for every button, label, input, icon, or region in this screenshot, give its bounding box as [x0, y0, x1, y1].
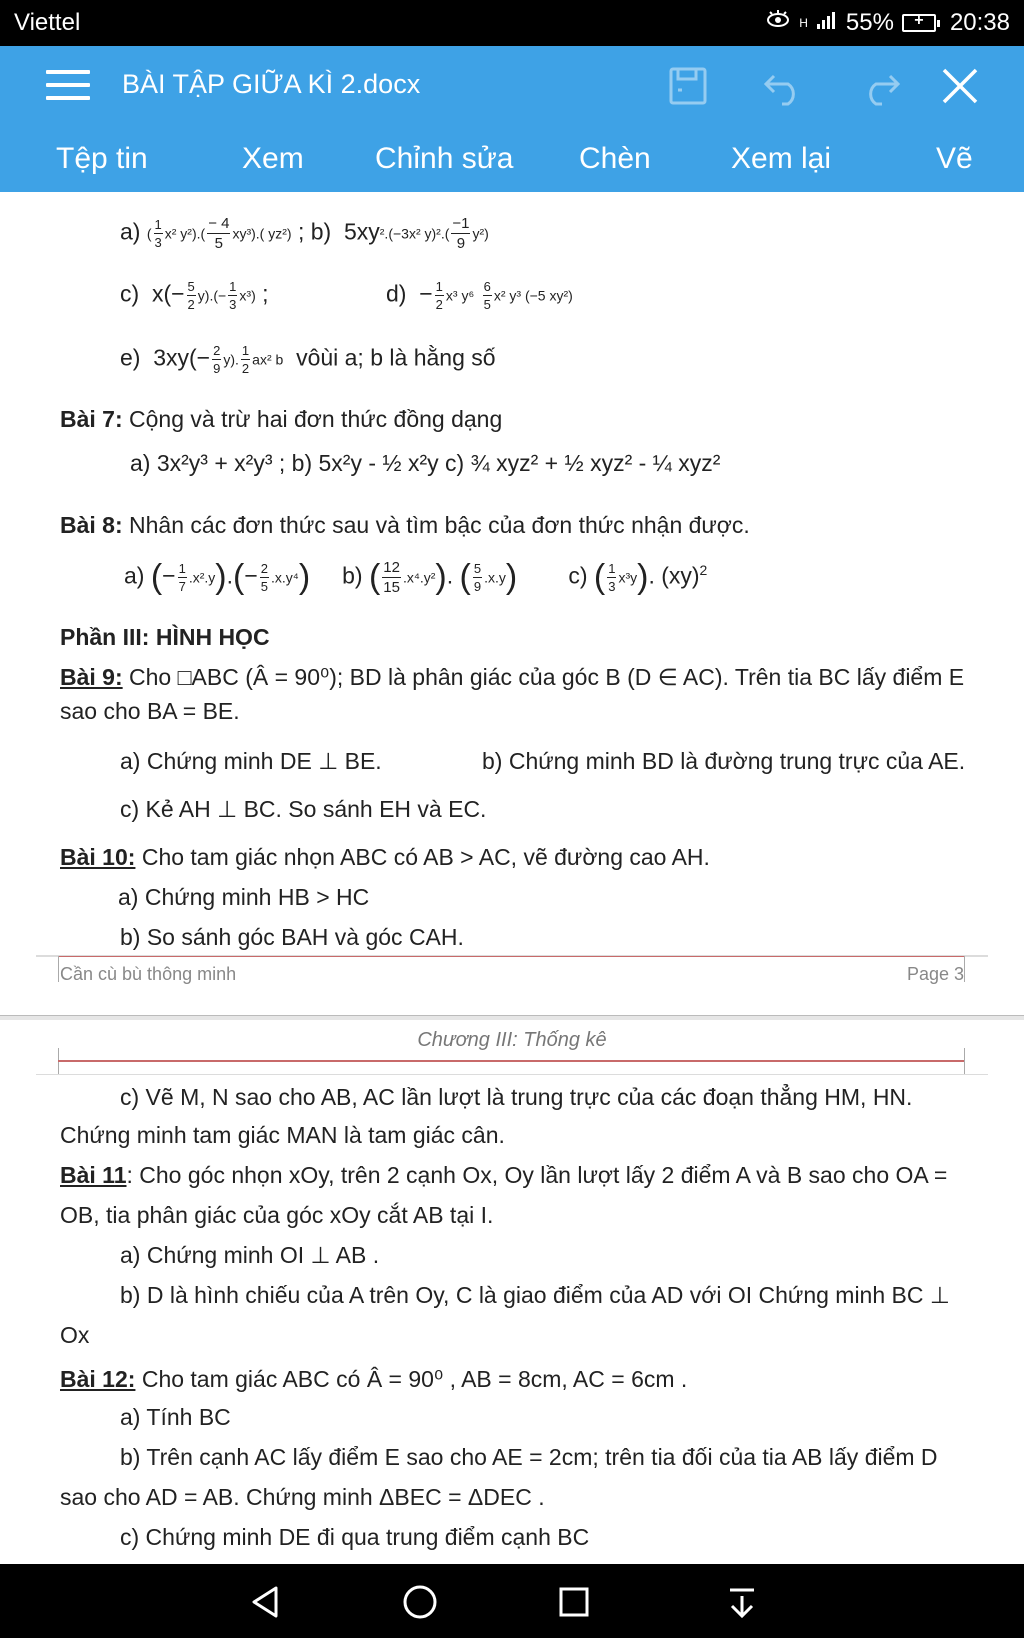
page-number: Page 3: [907, 964, 965, 984]
notification-pulldown-icon[interactable]: [722, 1582, 762, 1622]
b11-line1: [60, 1162, 947, 1189]
undo-icon[interactable]: [760, 62, 808, 110]
network-type: H: [799, 16, 808, 30]
header-rule: [58, 1060, 964, 1062]
battery-icon: +: [902, 14, 936, 32]
b12-text: Cho tam giác ABC có Â = 90⁰ , AB = 8cm, AC = 6cm .: [135, 1366, 688, 1392]
redo-icon[interactable]: [856, 62, 904, 110]
b6-b-label: b): [310, 218, 332, 245]
save-icon[interactable]: [664, 62, 712, 110]
b6-d-label: d): [386, 280, 407, 307]
b9-line1: [60, 664, 964, 691]
tab-review[interactable]: Xem lại: [731, 142, 832, 175]
b6-a-label: a): [120, 218, 141, 245]
b9-b: b) Chứng minh BD là đường trung trực của AE.: [482, 748, 966, 774]
close-icon[interactable]: [936, 62, 984, 110]
b10-title: Bài 10:: [60, 844, 136, 870]
tab-insert[interactable]: Chèn: [579, 142, 651, 175]
b12-b1: b) Trên cạnh AC lấy điểm E sao cho AE = 2cm; trên tia đối của tia AB lấy điểm D: [120, 1444, 938, 1470]
margin-mark: [58, 956, 59, 982]
b9-a: a) Chứng minh DE ⊥ BE.: [120, 748, 382, 774]
b11-line2: OB, tia phân giác của góc xOy cắt AB tại I.: [60, 1202, 494, 1228]
b9-line2: sao cho BA = BE.: [60, 698, 240, 724]
b6-line-cd: c) x(− $\frac{5}{2}$ y).(− $\frac{1}{3}$ x³) ;: [120, 279, 269, 312]
tab-edit[interactable]: Chỉnh sửa: [375, 142, 514, 175]
b10-heading: [60, 844, 710, 871]
app-toolbar: [0, 46, 1024, 192]
clock: 20:38: [949, 9, 1010, 36]
b11-b1: b) D là hình chiếu của A trên Oy, C là giao điểm của AD với OI Chứng minh BC ⊥: [120, 1282, 950, 1308]
b12-heading: [60, 1366, 687, 1393]
menu-icon[interactable]: [46, 70, 90, 104]
page-header: Chương III: Thống kê: [417, 1029, 607, 1051]
footer-rule: [58, 956, 964, 957]
b6-line-ab: a) ( $\frac{1}{3}$ x² y²).( $\frac{- 4}{5}$ xy³).( yz²) ; b) 5xy².(−3x² y)².( $\frac{-1}{9}$ y²): [120, 215, 489, 252]
b12-c: c) Chứng minh DE đi qua trung điểm cạnh BC: [120, 1524, 590, 1550]
tab-draw[interactable]: Vẽ: [936, 142, 973, 175]
b6-line-e: e) 3xy(− $\frac{2}{9}$ y). $\frac{1}{2}$ ax² b vôùi a; b là hằng số: [120, 343, 496, 376]
b7-heading: [60, 406, 502, 433]
tab-view[interactable]: Xem: [242, 142, 304, 175]
b10-text: Cho tam giác nhọn ABC có AB > AC, vẽ đường cao AH.: [135, 844, 710, 870]
part3-heading: [60, 624, 270, 651]
b9-c: c) Kẻ AH ⊥ BC. So sánh EH và EC.: [120, 796, 487, 822]
b12-b2: sao cho AD = AB. Chứng minh ΔBEC = ΔDEC .: [60, 1484, 545, 1510]
header-separator: [36, 1074, 988, 1075]
b7-title: Bài 7:: [60, 406, 123, 432]
b10-a: a) Chứng minh HB > HC: [118, 884, 370, 910]
part3-title: Phần III: HÌNH HỌC: [60, 624, 270, 650]
b6-line-d: d) − $\frac{1}{2}$ x³ y⁶ $\frac{6}{5}$ x² y³ (−5 xy²): [386, 279, 573, 312]
recents-icon[interactable]: [554, 1582, 594, 1622]
b8-text: Nhân các đơn thức sau và tìm bậc của đơn thức nhận được.: [122, 512, 750, 538]
b10c-line1: c) Vẽ M, N sao cho AB, AC lần lượt là trung trực của các đoạn thẳng HM, HN.: [120, 1084, 913, 1110]
b10-b: b) So sánh góc BAH và góc CAH.: [120, 924, 464, 950]
ribbon-tabs: [0, 142, 1024, 188]
b6-c-label: c): [120, 280, 140, 307]
eye-comfort-icon: [765, 10, 791, 36]
page-break: [0, 1015, 1024, 1020]
status-bar: [0, 0, 1024, 46]
b8-heading: [60, 512, 750, 539]
back-icon[interactable]: [246, 1582, 286, 1622]
b6-e-suffix: vôùi a; b là hằng số: [296, 344, 496, 371]
b7-line: a) 3x²y³ + x²y³ ; b) 5x²y - ½ x²y c) ¾ xyz² + ½ xyz² - ¼ xyz²: [130, 450, 721, 476]
tab-file[interactable]: Tệp tin: [56, 142, 148, 175]
b6-e-label: e): [120, 344, 141, 371]
b10c-line2: Chứng minh tam giác MAN là tam giác cân.: [60, 1122, 505, 1148]
b12-title: Bài 12:: [60, 1366, 136, 1392]
b9-title: Bài 9:: [60, 664, 123, 690]
system-nav-bar: [0, 1564, 1024, 1638]
carrier-name: Viettel: [14, 9, 81, 36]
home-icon[interactable]: [400, 1582, 440, 1622]
footer-left-text: Cần cù bù thông minh: [60, 964, 237, 984]
b8-line: a) (− $\frac{1}{7}$ .x².y).(− $\frac{2}{5}$ .x.y⁴) b) ( $\frac{12}{15}$ .x⁴.y²). ( $\frac{5}{9}$ .x.y) c) ( $\frac{1}{3}$ x³y). (xy)$^2$: [124, 558, 708, 596]
b12-a: a) Tính BC: [120, 1404, 231, 1430]
margin-mark: [964, 956, 965, 982]
signal-icon: [816, 9, 838, 37]
battery-percent: 55%: [845, 9, 894, 36]
document-title: BÀI TẬP GIỮA KÌ 2.docx: [122, 69, 421, 99]
b11-title: Bài 11: [60, 1162, 127, 1188]
status-right: [765, 9, 1010, 37]
document-canvas[interactable]: [0, 192, 1024, 1564]
b7-text: Cộng và trừ hai đơn thức đồng dạng: [122, 406, 503, 432]
b11-b2: Ox: [60, 1322, 90, 1348]
b11-a: a) Chứng minh OI ⊥ AB .: [120, 1242, 380, 1268]
margin-mark: [964, 1048, 965, 1074]
b11-text1: : Cho góc nhọn xOy, trên 2 cạnh Ox, Oy lần lượt lấy 2 điểm A và B sao cho OA =: [126, 1162, 948, 1188]
b9-text1: Cho □ABC (Â = 90⁰); BD là phân giác của góc B (D ∈ AC). Trên tia BC lấy điểm E: [122, 664, 965, 690]
b8-title: Bài 8:: [60, 512, 123, 538]
